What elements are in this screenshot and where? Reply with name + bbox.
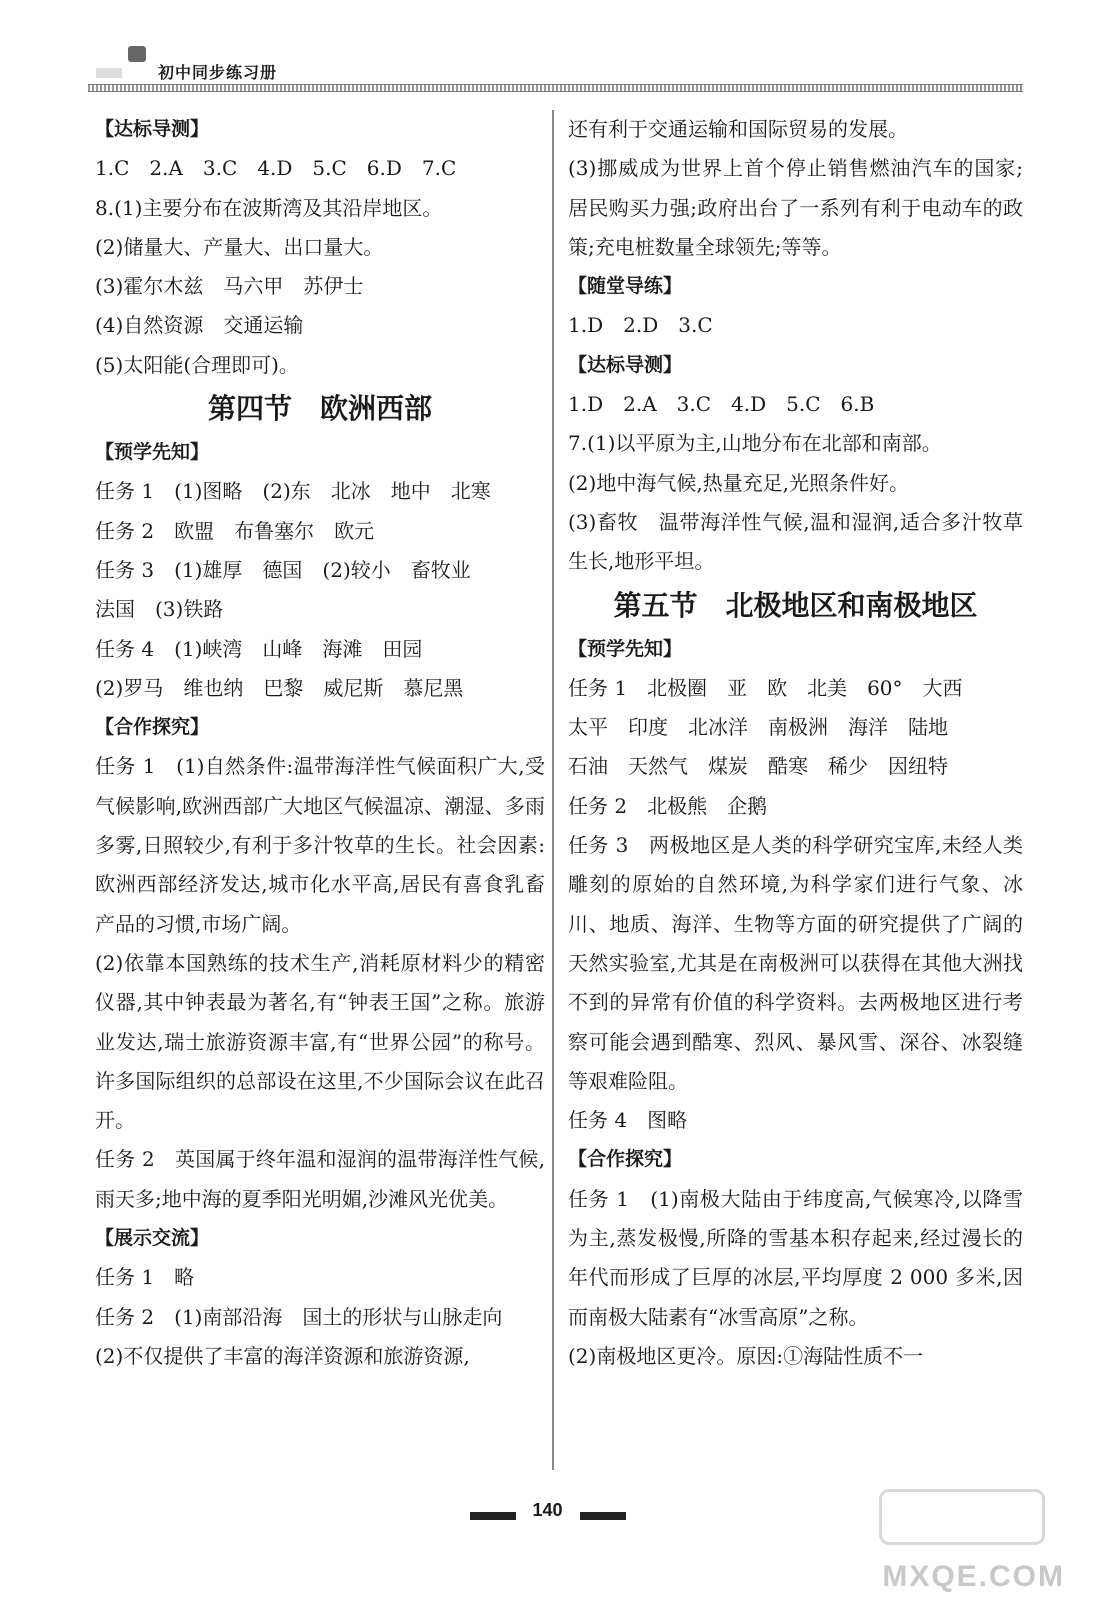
answer-line: 太平 印度 北冰洋 南极洲 海洋 陆地 (568, 715, 948, 740)
header-title: 初中同步练习册 (158, 63, 278, 82)
section-tag: 【预学先知】 (95, 441, 210, 464)
answer-line: 任务 1 (1)自然条件:温带海洋性气候面积广大,受气候影响,欧洲西部广大地区气候温凉、潮湿、多雨多雾,日照较少,有利于多汁牧草的生长。社会因素:欧洲西部经济发达,城市化水平高,居民有喜食乳畜产品的习惯,市场广阔。 (95, 754, 545, 936)
answer-line: 7.(1)以平原为主,山地分布在北部和南部。 (568, 431, 942, 456)
watermark-logo-icon (879, 1489, 1045, 1545)
answer-line: (3)畜牧 温带海洋性气候,温和湿润,适合多汁牧草生长,地形平坦。 (568, 509, 1023, 574)
answer-line: (2)不仅提供了丰富的海洋资源和旅游资源, (95, 1343, 470, 1368)
section-tag: 【达标导测】 (95, 118, 210, 140)
answer-line: 任务 2 (1)南部沿海 国土的形状与山脉走向 (95, 1304, 503, 1329)
answer-line: 石油 天然气 煤炭 酷寒 稀少 因纽特 (568, 754, 948, 779)
answer-line: (3)霍尔木兹 马六甲 苏伊士 (95, 274, 364, 299)
answer-line: 1.D 2.A 3.C 4.D 5.C 6.B (568, 392, 875, 417)
answer-line: 任务 4 图略 (568, 1108, 688, 1133)
answer-line: 任务 3 (1)雄厚 德国 (2)较小 畜牧业 (95, 557, 471, 582)
answer-line: 任务 1 北极圈 亚 欧 北美 60° 大西 (568, 675, 963, 700)
section-tag: 【合作探究】 (95, 716, 210, 739)
header-decoration (96, 68, 122, 78)
answer-line: 任务 1 略 (95, 1265, 195, 1290)
answer-line: 任务 1 (1)南极大陆由于纬度高,气候寒冷,以降雪为主,蒸发极慢,所降的雪基本积存起来,经过漫长的年代而形成了巨厚的冰层,平均厚度 2 000 多米,因而南极大陆素有“冰雪高原”之称。 (568, 1186, 1023, 1329)
section-heading: 第五节 北极地区和南极地区 (613, 588, 978, 622)
answer-line: (2)依靠本国熟练的技术生产,消耗原材料少的精密仪器,其中钟表最为著名,有“钟表王国”之称。旅游业发达,瑞士旅游资源丰富,有“世界公园”的称号。许多国际组织的总部设在这里,不少国际会议在此召开。 (95, 950, 545, 1133)
answer-line: (2)储量大、产量大、出口量大。 (95, 234, 384, 259)
answer-line: 法国 (3)铁路 (95, 597, 224, 622)
answer-line: (2)地中海气候,热量充足,光照条件好。 (568, 470, 910, 495)
answer-line: (2)罗马 维也纳 巴黎 威尼斯 慕尼黑 (95, 675, 464, 700)
answer-line: 任务 3 两极地区是人类的科学研究宝库,未经人类雕刻的原始的自然环境,为科学家们进行气象、冰川、地质、海洋、生物等方面的研究提供了广阔的天然实验室,尤其是在南极洲可以获得在其他大洲找不到的异常有价值的科学资料。去两极地区进行考察可能会遇到酷寒、烈风、暴风雪、深谷、冰裂缝等艰难险阻。 (568, 833, 1023, 1093)
section-tag: 【合作探究】 (568, 1148, 683, 1171)
page-header (88, 40, 1023, 100)
answer-line: (2)南极地区更冷。原因:①海陆性质不一 (568, 1343, 924, 1368)
answer-line: 任务 4 (1)峡湾 山峰 海滩 田园 (95, 636, 423, 661)
footer-ornament-right (580, 1512, 626, 1520)
answer-line: 任务 2 英国属于终年温和湿润的温带海洋性气候,雨天多;地中海的夏季阳光明媚,沙滩风光优美。 (95, 1147, 545, 1211)
section-heading: 第四节 欧洲西部 (207, 392, 432, 426)
right-column (568, 110, 1023, 1376)
answer-line: (5)太阳能(合理即可)。 (95, 352, 299, 377)
section-tag: 【达标导测】 (568, 353, 683, 376)
section-tag: 【预学先知】 (568, 637, 683, 660)
answer-line: 1.D 2.D 3.C (568, 313, 713, 338)
header-rule (88, 84, 1023, 92)
watermark-text: MXQE.COM (882, 1560, 1065, 1593)
answer-line: 1.C 2.A 3.C 4.D 5.C 6.D 7.C (95, 156, 457, 181)
section-tag: 【展示交流】 (95, 1227, 210, 1250)
column-divider (552, 110, 554, 1470)
answer-line: 任务 2 欧盟 布鲁塞尔 欧元 (95, 518, 375, 543)
footer-ornament-left (470, 1512, 516, 1520)
answer-line: 8.(1)主要分布在波斯湾及其沿岸地区。 (95, 195, 443, 220)
answer-line: 任务 1 (1)图略 (2)东 北冰 地中 北寒 (95, 479, 491, 504)
left-column (95, 110, 545, 1376)
answer-line: (3)挪威成为世界上首个停止销售燃油汽车的国家;居民购买力强;政府出台了一系列有利于电动车的政策;充电桩数量全球领先;等等。 (568, 156, 1023, 259)
book-icon (128, 46, 146, 62)
answer-line: (4)自然资源 交通运输 (95, 313, 304, 338)
answer-line: 还有利于交通运输和国际贸易的发展。 (568, 117, 908, 141)
answer-line: 任务 2 北极熊 企鹅 (568, 793, 768, 818)
page-number: 140 (532, 1500, 563, 1520)
section-tag: 【随堂导练】 (568, 275, 683, 298)
